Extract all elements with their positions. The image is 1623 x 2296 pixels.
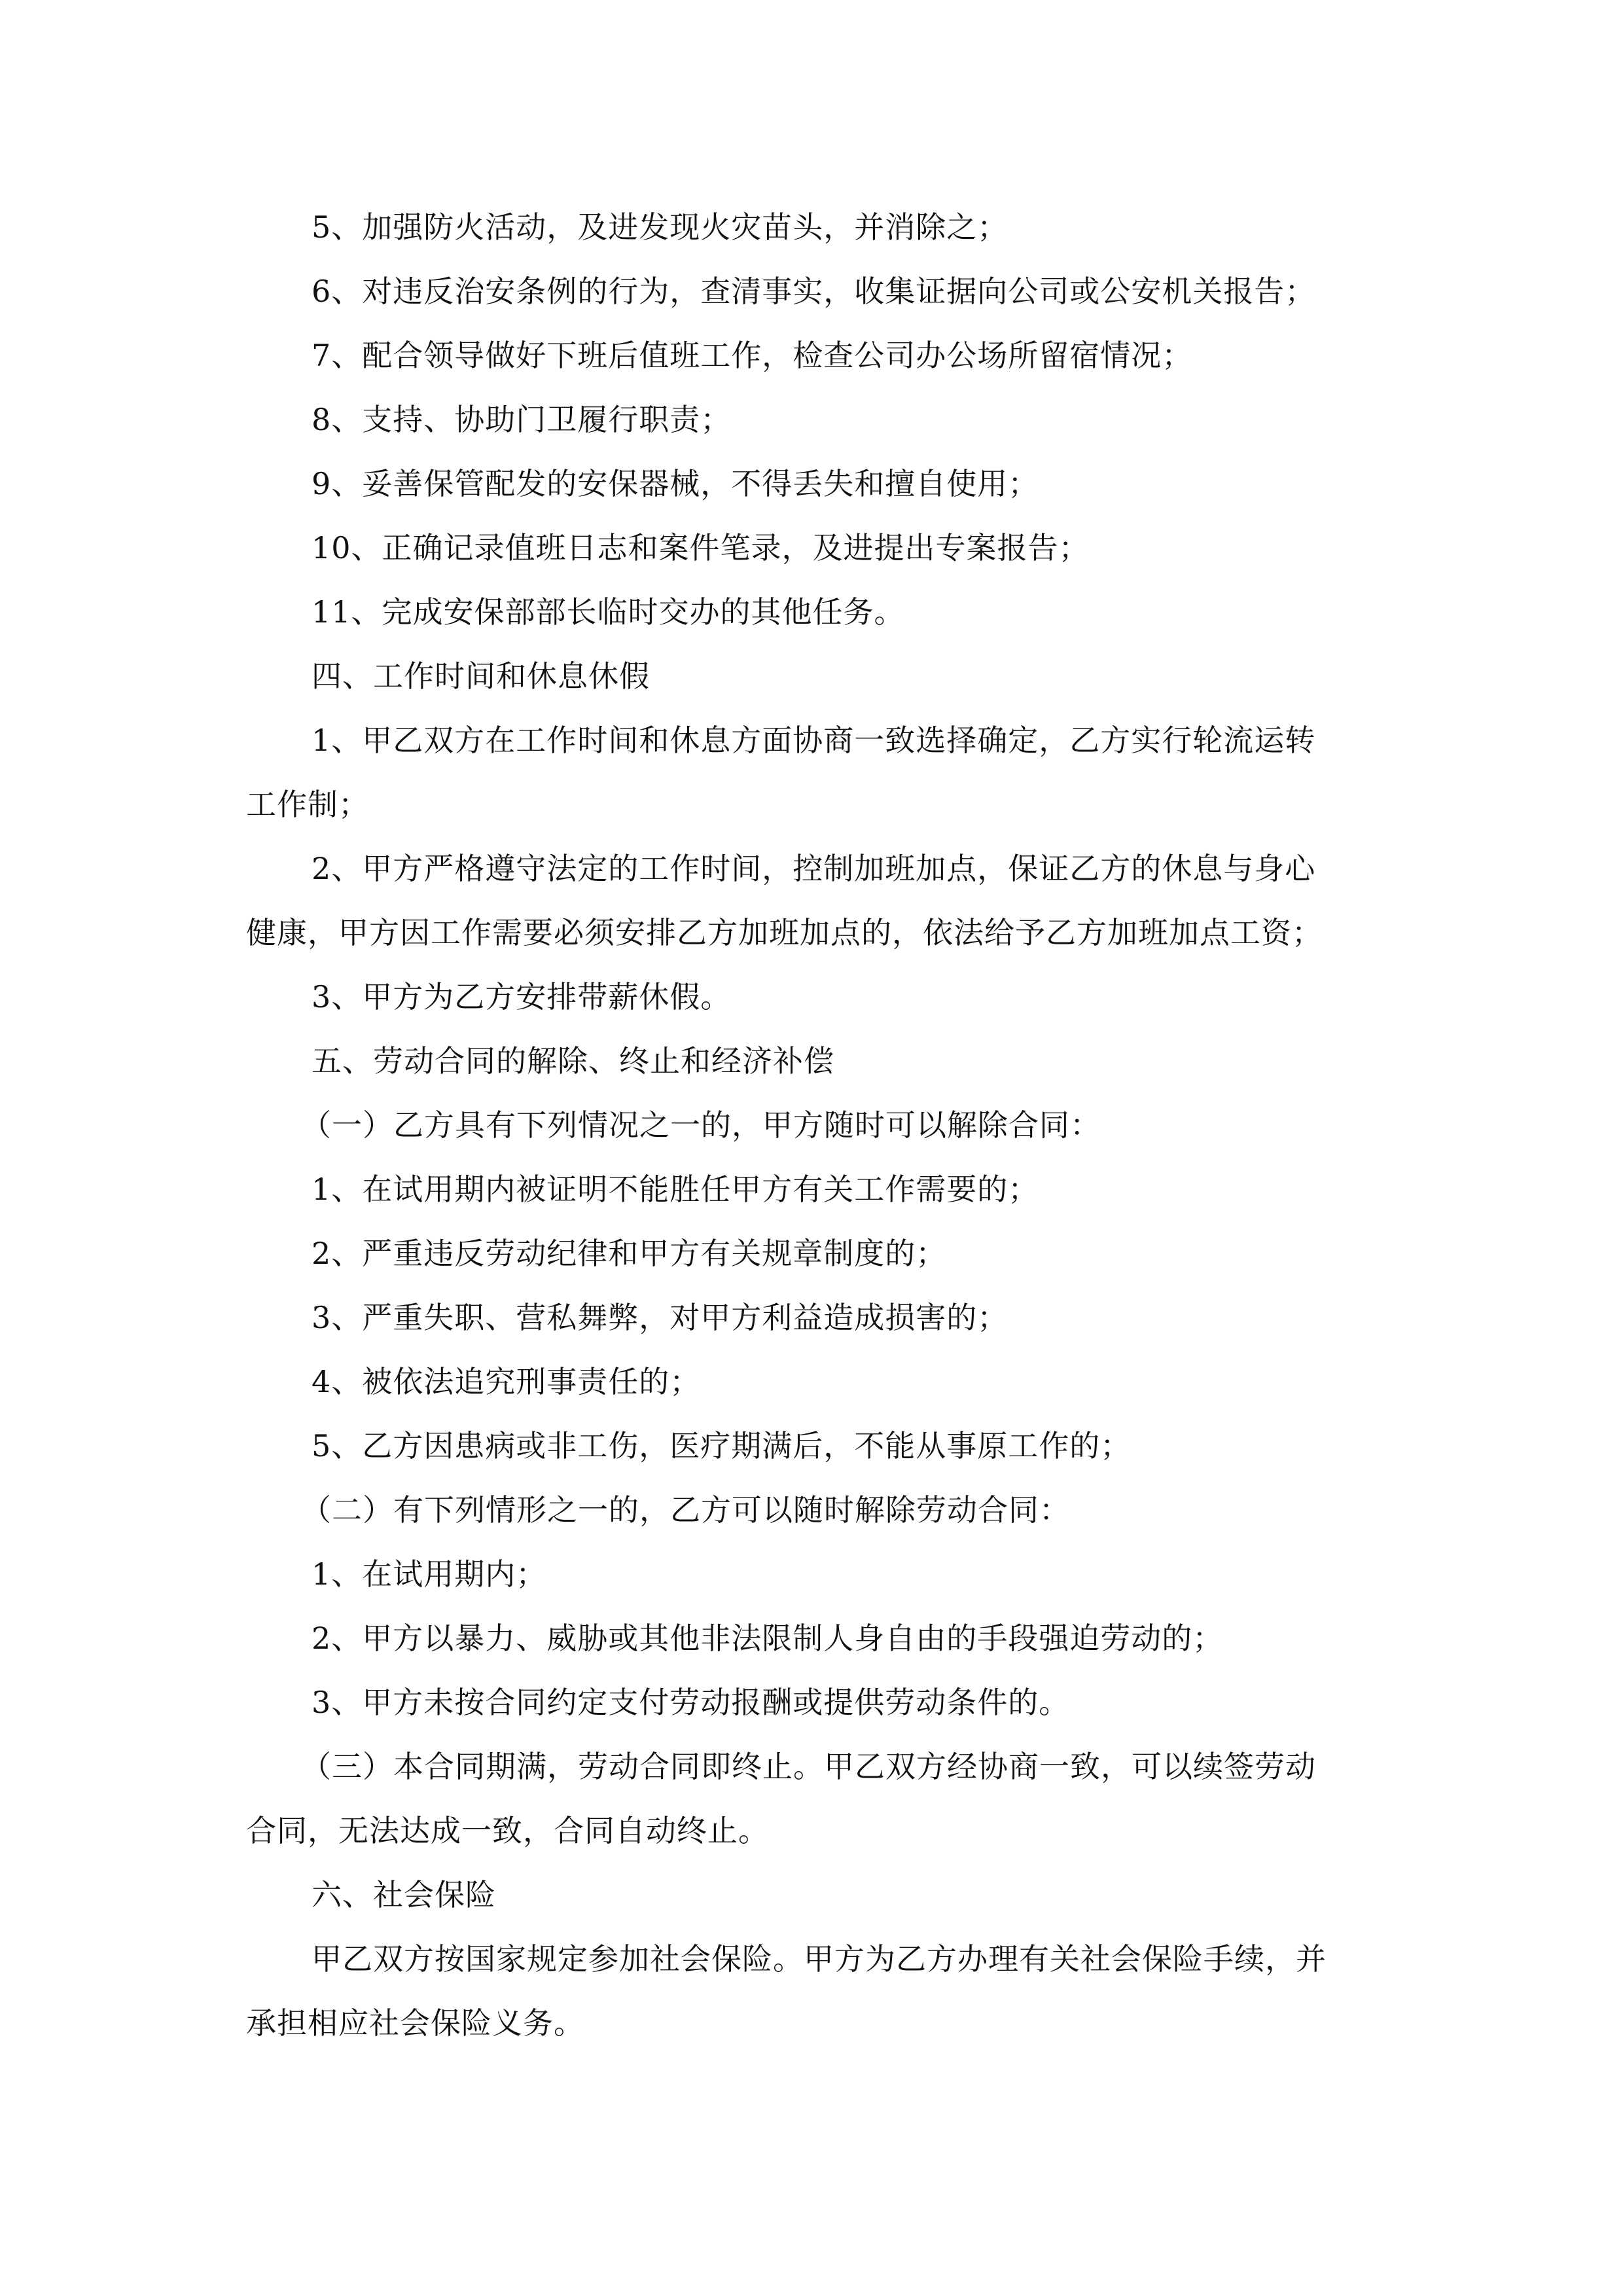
clause-line: 5、乙方因患病或非工伤，医疗期满后，不能从事原工作的； (312, 1428, 1132, 1463)
clause-line: 3、甲方为乙方安排带薪休假。 (312, 979, 732, 1014)
clause-continuation: 健康，甲方因工作需要必须安排乙方加班加点的，依法给予乙方加班加点工资； (246, 915, 1323, 950)
clause-line: 1、甲乙双方在工作时间和休息方面协商一致选择确定，乙方实行轮流运转 (312, 723, 1316, 758)
clause-line: 甲乙双方按国家规定参加社会保险。甲方为乙方办理有关社会保险手续，并 (312, 1941, 1327, 1977)
clause-line: 9、妥善保管配发的安保器械，不得丢失和擅自使用； (312, 466, 1039, 501)
clause-line: 6、对违反治安条例的行为，查清事实，收集证据向公司或公安机关报告； (312, 274, 1316, 309)
clause-line: 10、正确记录值班日志和案件笔录，及进提出专案报告； (312, 530, 1090, 565)
subsection-heading: （二）有下列情形之一的，乙方可以随时解除劳动合同： (301, 1492, 1070, 1528)
clause-line: 4、被依法追究刑事责任的； (312, 1364, 701, 1399)
clause-line: 2、甲方严格遵守法定的工作时间，控制加班加点，保证乙方的休息与身心 (312, 851, 1316, 886)
clause-line: 2、严重违反劳动纪律和甲方有关规章制度的； (312, 1236, 947, 1271)
clause-line: 7、配合领导做好下班后值班工作，检查公司办公场所留宿情况； (312, 338, 1193, 373)
clause-line: 1、在试用期内被证明不能胜任甲方有关工作需要的； (312, 1172, 1039, 1207)
clause-line: 8、支持、协助门卫履行职责； (312, 402, 732, 437)
section-heading: 四、工作时间和休息休假 (312, 658, 650, 694)
clause-continuation: 工作制； (246, 787, 369, 822)
clause-line: 3、严重失职、营私舞弊，对甲方利益造成损害的； (312, 1300, 1008, 1335)
subsection-heading: （三）本合同期满，劳动合同即终止。甲乙双方经协商一致，可以续签劳动 (301, 1749, 1316, 1784)
section-heading: 五、劳动合同的解除、终止和经济补偿 (312, 1043, 834, 1079)
section-heading: 六、社会保险 (312, 1877, 496, 1912)
clause-line: 5、加强防火活动，及进发现火灾苗头，并消除之； (312, 209, 1008, 245)
clause-continuation: 承担相应社会保险义务。 (246, 2005, 584, 2041)
subsection-heading: （一）乙方具有下列情况之一的，甲方随时可以解除合同： (301, 1107, 1101, 1143)
clause-line: 3、甲方未按合同约定支付劳动报酬或提供劳动条件的。 (312, 1685, 1070, 1720)
clause-line: 11、完成安保部部长临时交办的其他任务。 (312, 594, 905, 630)
document-body (246, 195, 1393, 2055)
clause-continuation: 合同，无法达成一致，合同自动终止。 (246, 1813, 769, 1848)
clause-line: 2、甲方以暴力、威胁或其他非法限制人身自由的手段强迫劳动的； (312, 1621, 1224, 1656)
clause-line: 1、在试用期内； (312, 1556, 547, 1592)
